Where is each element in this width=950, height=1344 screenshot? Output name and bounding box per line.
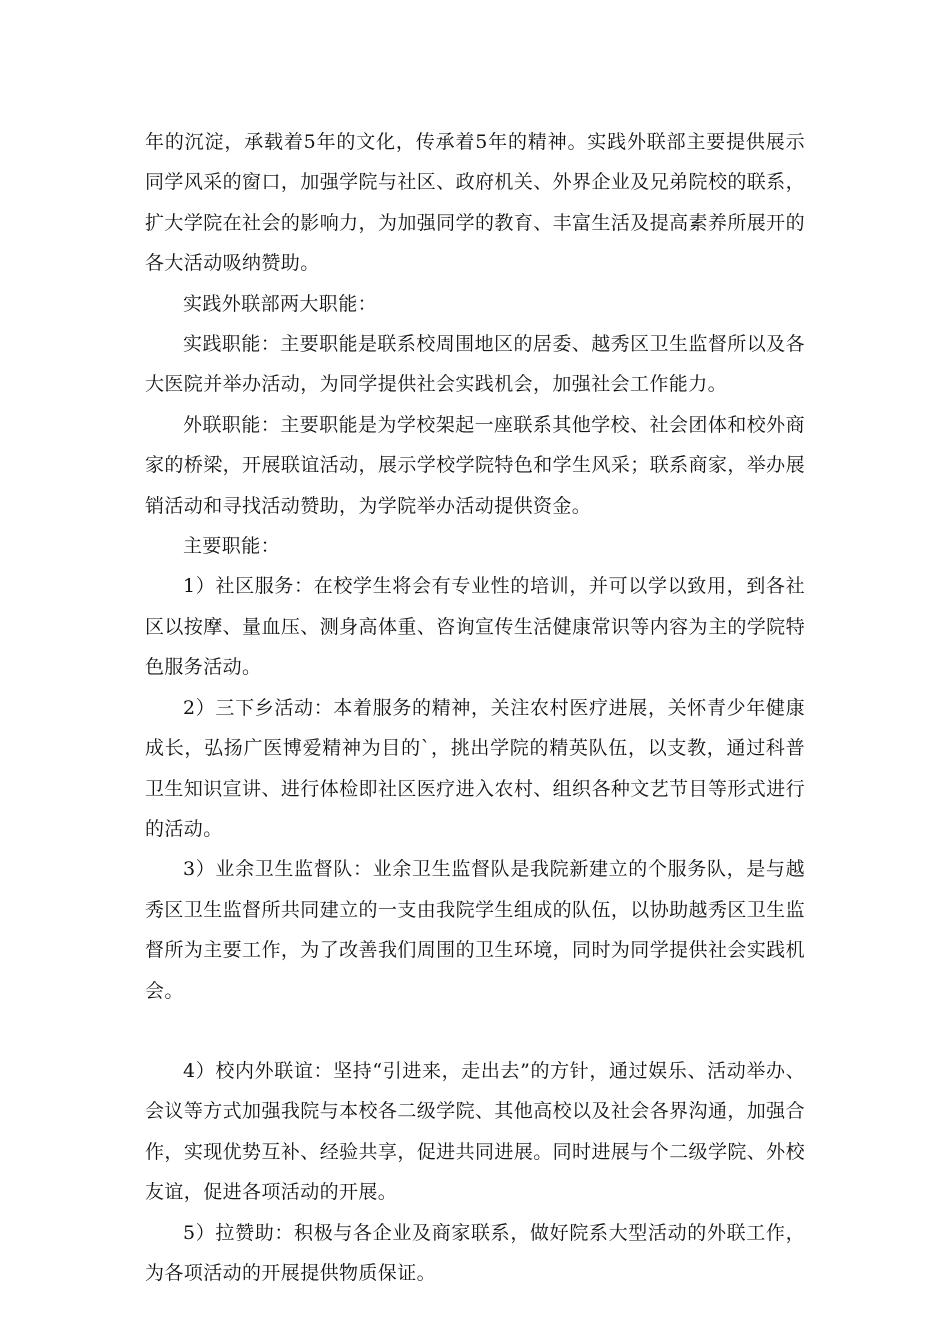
paragraph-item-community-service: 1）社区服务：在校学生将会有专业性的培训，并可以学以致用，到各社区以按摩、量血压、测身高体重、咨询宣传生活健康常识等内容为主的学院特色服务活动。 bbox=[145, 575, 805, 679]
document-body bbox=[145, 122, 805, 1293]
paragraph-practice-function: 实践职能：主要职能是联系校周围地区的居委、越秀区卫生监督所以及各大医院并举办活动，为同学提供社会实践机会，加强社会工作能力。 bbox=[145, 333, 805, 396]
paragraph-liaison-function: 外联职能：主要职能是为学校架起一座联系其他学校、社会团体和校外商家的桥梁，开展联谊活动，展示学校学院特色和学生风采；联系商家，举办展销活动和寻找活动赞助，为学院举办活动提供资金。 bbox=[145, 413, 805, 517]
paragraph-item-rural-activity: 2）三下乡活动：本着服务的精神，关注农村医疗进展，关怀青少年健康成长，弘扬广医博爱精神为目的`，挑出学院的精英队伍，以支教，通过科普卫生知识宣讲、进行体检即社区医疗进入农村、组织各种文艺节目等形式进行的活动。 bbox=[145, 696, 805, 840]
paragraph-item-liaison-events: 4）校内外联谊：坚持“引进来，走出去”的方针，通过娱乐、活动举办、会议等方式加强我院与本校各二级学院、其他高校以及社会各界沟通，加强合作，实现优势互补、经验共享，促进共同进展。同时进展与个二级学院、外校友谊，促进各项活动的开展。 bbox=[145, 1059, 805, 1204]
paragraph-item-health-supervision: 3）业余卫生监督队：业余卫生监督队是我院新建立的个服务队，是与越秀区卫生监督所共同建立的一支由我院学生组成的队伍，以协助越秀区卫生监督所为主要工作，为了改善我们周围的卫生环境，同时为同学提供社会实践机会。 bbox=[145, 858, 805, 1002]
paragraph-item-sponsorship: 5）拉赞助：积极与各企业及商家联系，做好院系大型活动的外联工作，为各项活动的开展提供物质保证。 bbox=[145, 1221, 805, 1284]
paragraph-two-functions-heading: 实践外联部两大职能： bbox=[183, 292, 378, 315]
paragraph-intro-continued: 年的沉淀，承载着5年的文化，传承着5年的精神。实践外联部主要提供展示同学风采的窗口，加强学院与社区、政府机关、外界企业及兄弟院校的联系，扩大学院在社会的影响力，为加强同学的教育、丰富生活及提高素养所展开的各大活动吸纳赞助。 bbox=[145, 131, 805, 275]
paragraph-main-functions-heading: 主要职能： bbox=[183, 535, 281, 558]
